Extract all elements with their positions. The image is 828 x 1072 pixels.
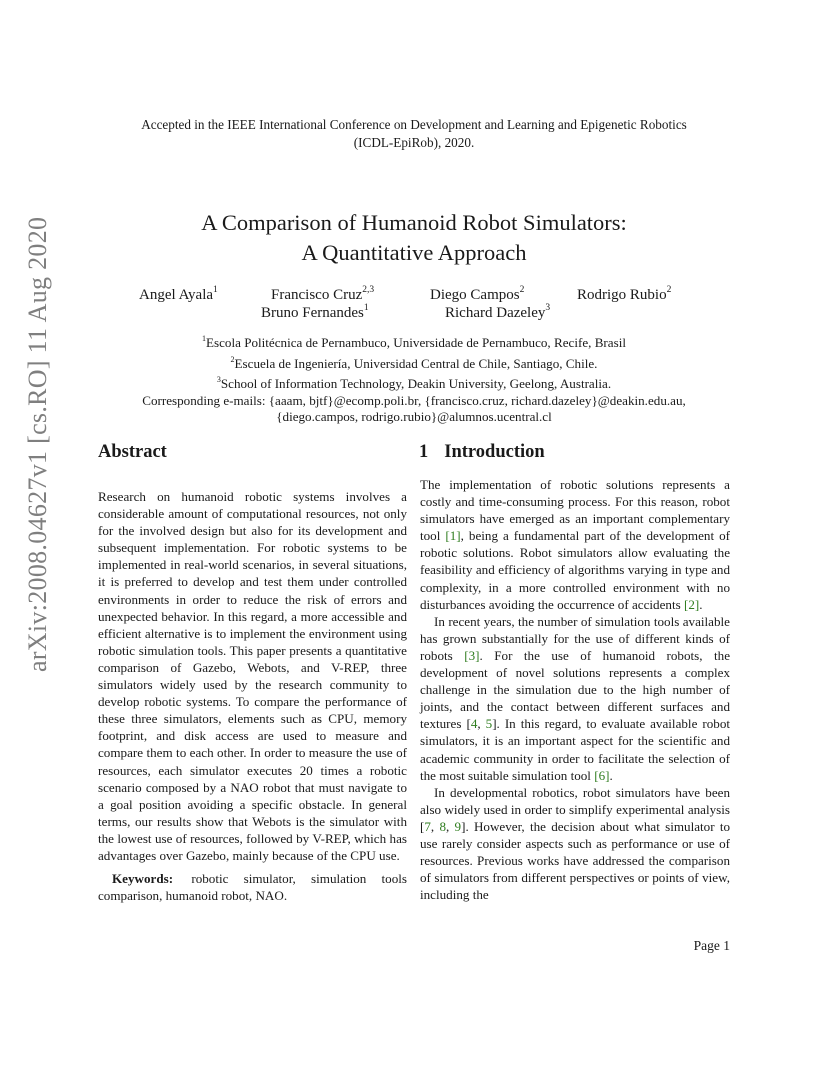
conference-note bbox=[60, 116, 768, 152]
title-line1: A Comparison of Humanoid Robot Simulators: bbox=[201, 210, 627, 235]
page-number: Page 1 bbox=[693, 938, 730, 953]
citation-link[interactable]: 5 bbox=[485, 716, 493, 732]
intro-text: ]. However, the decision about what simulator to use rarely consider aspects such as performance or use of resources. Previous works have addressed the comparison of simulators from different perspectives or points of view, including the bbox=[420, 818, 731, 903]
intro-text: The implementation of robotic solutions represents a costly and time-consuming process. For this reason, robot simulators have emerged as an important complementary tool bbox=[420, 477, 730, 544]
section-title: Introduction bbox=[444, 442, 545, 462]
author: Diego Campos$^2$ bbox=[430, 285, 525, 303]
citation-link[interactable]: [1] bbox=[445, 528, 461, 544]
intro-paragraph-3 bbox=[420, 784, 730, 904]
intro-text: . bbox=[699, 596, 703, 612]
author: Angel Ayala$^1$ bbox=[139, 285, 218, 303]
emails-line1: Corresponding e-mails: {aaam, bjtf}@ecomp.poli.br, {francisco.cruz, richard.dazeley}@deakin.edu.au, bbox=[142, 392, 686, 408]
keywords-label: Keywords: bbox=[112, 871, 174, 887]
abstract-heading: Abstract bbox=[98, 442, 167, 462]
affiliation: $^1$Escola Politécnica de Pernambuco, Universidade de Pernambuco, Recife, Brasil bbox=[202, 334, 626, 350]
abstract-body bbox=[98, 488, 407, 904]
citation-link[interactable]: 8 bbox=[439, 818, 446, 834]
arxiv-identifier: arXiv:2008.04627v1 [cs.RO] 11 Aug 2020 bbox=[23, 216, 52, 672]
intro-text: , bbox=[430, 818, 440, 834]
abstract-text: Research on humanoid robotic systems involves a considerable amount of computational resources, not only for the involved design but also for its development and subsequent implementation. For robotic systems to be implemented in real-world scenarios, in several situations, it is preferred to develop and test them under controlled environments in order to reduce the risk of errors and unexpected behavior. In this regard, a more accessible and efficient alternative is to implement the environment using robotic simulation tools. This paper presents a quantitative comparison of Gazebo, Webots, and V-REP, three simulators widely used by the research community to develop robotic systems. To compare the performance of these three simulators, elements such as CPU, memory footprint, and disk access are used to measure and compare them to each other. In order to measure the use of resources, each simulator executes 20 times a robotic scenario composed by a NAO robot that must navigate to a goal position avoiding a specific obstacle. In general terms, our results show that Webots is the simulator with the lowest use of resources, followed by V-REP, which has advantages over Gazebo, mainly because of the CPU use. bbox=[98, 489, 407, 863]
citation-link[interactable]: [6] bbox=[594, 767, 610, 783]
citation-link[interactable]: 9 bbox=[454, 818, 462, 834]
keywords bbox=[98, 870, 407, 904]
intro-text: , bbox=[446, 818, 455, 834]
title-line2: A Quantitative Approach bbox=[301, 240, 527, 265]
affiliations bbox=[60, 331, 768, 426]
paper-title bbox=[60, 208, 768, 268]
intro-body bbox=[420, 476, 730, 903]
keywords-text: robotic simulator, simulation tools comparison, humanoid robot, NAO. bbox=[98, 871, 407, 904]
affiliation: $^2$Escuela de Ingeniería, Universidad Central de Chile, Santiago, Chile. bbox=[230, 354, 598, 371]
affiliation: $^3$School of Information Technology, Deakin University, Geelong, Australia. bbox=[216, 375, 612, 391]
author: Bruno Fernandes$^1$ bbox=[261, 303, 369, 321]
intro-text: , bbox=[477, 716, 486, 732]
intro-text: In recent years, the number of simulation tools available has grown substantially for the use of different kinds of robots bbox=[420, 613, 730, 663]
citation-link[interactable]: 4 bbox=[470, 716, 478, 732]
intro-heading bbox=[419, 442, 545, 463]
conference-note-line1: Accepted in the IEEE International Conference on Development and Learning and Epigenetic Robotics bbox=[141, 117, 687, 132]
section-number: 1 bbox=[419, 442, 429, 462]
intro-text: . For the use of humanoid robots, the development of novel solutions represents a complex challenge in the simulation due to the high number of joints, and the contact between different surfaces and textures [ bbox=[420, 647, 731, 732]
citation-link[interactable]: [3] bbox=[464, 647, 480, 663]
intro-paragraph-2 bbox=[420, 613, 730, 784]
intro-text: In developmental robotics, robot simulators have been also widely used in order to simplify experimental analysis [ bbox=[420, 784, 730, 834]
author: Richard Dazeley$^3$ bbox=[445, 303, 551, 321]
conference-note-line2: (ICDL-EpiRob), 2020. bbox=[353, 135, 475, 150]
intro-text: , being a fundamental part of the development of robotic solutions. Robot simulators allow evaluating the feasibility and efficiency of algorithms varying in type and complexity, in a more controlled environment with no disturbances avoiding the occurrence of accidents bbox=[420, 528, 730, 612]
citation-link[interactable]: 7 bbox=[424, 818, 431, 834]
citation-link[interactable]: [2] bbox=[683, 596, 700, 612]
emails-line2: {diego.campos, rodrigo.rubio}@alumnos.ucentral.cl bbox=[276, 409, 552, 424]
intro-paragraph-1 bbox=[420, 476, 730, 613]
intro-text: ]. In this regard, to evaluate available robot simulators, it is an important aspect for the scientific and academic community in order to facilitate the selection of the most suitable simulation tool bbox=[420, 716, 731, 783]
intro-text: . bbox=[609, 767, 613, 783]
author: Francisco Cruz$^{2,3}$ bbox=[271, 285, 375, 303]
author: Rodrigo Rubio$^2$ bbox=[577, 285, 672, 303]
